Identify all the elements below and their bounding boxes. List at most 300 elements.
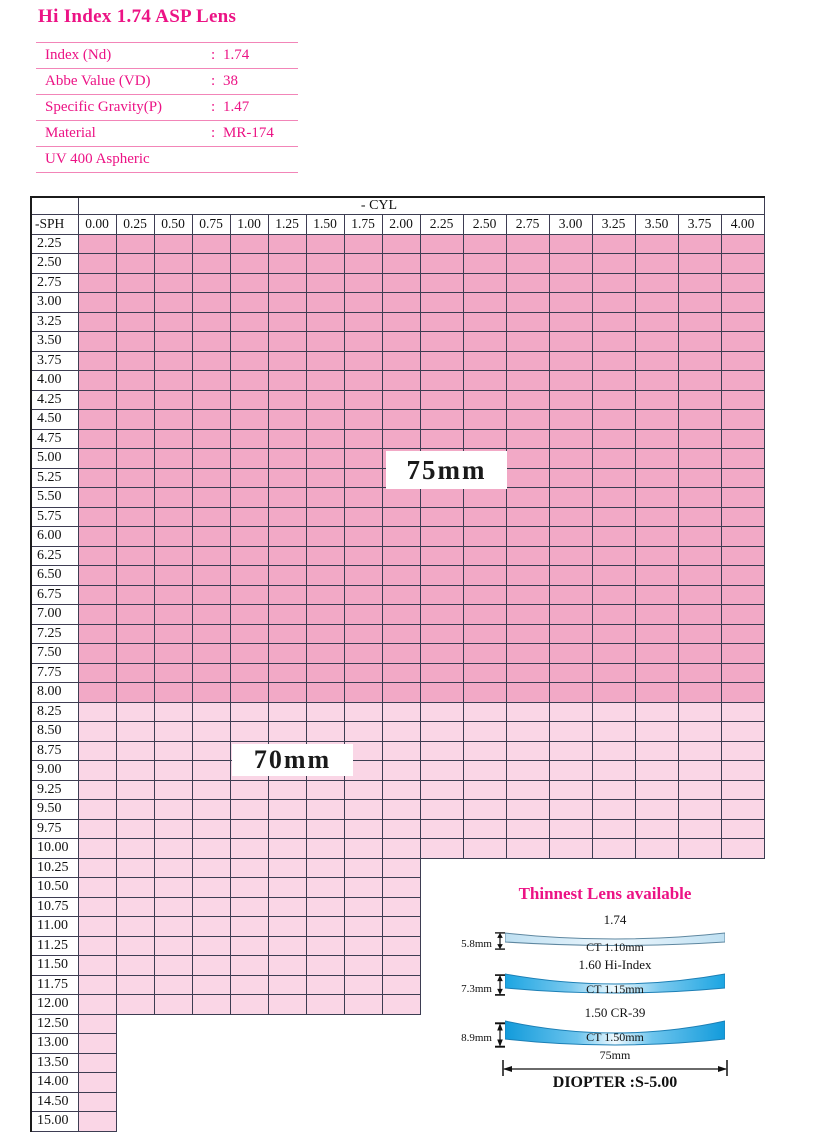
grid-cell bbox=[268, 644, 306, 664]
grid-cell bbox=[506, 410, 549, 430]
sph-row-label: 8.50 bbox=[31, 722, 78, 742]
grid-cell bbox=[116, 819, 154, 839]
grid-cell bbox=[268, 605, 306, 625]
grid-cell bbox=[344, 371, 382, 391]
grid-cell bbox=[382, 878, 420, 898]
sph-row-label: 5.25 bbox=[31, 468, 78, 488]
grid-cell bbox=[78, 897, 116, 917]
spec-label: Specific Gravity(P) bbox=[45, 99, 163, 115]
cyl-col-header: 2.00 bbox=[382, 215, 420, 235]
diameter-label: 75mm bbox=[599, 1048, 631, 1062]
spec-colon: : bbox=[211, 125, 216, 141]
grid-cell bbox=[116, 566, 154, 586]
cyl-axis-label: - CYL bbox=[78, 197, 764, 215]
sph-row-label: 10.00 bbox=[31, 839, 78, 859]
cyl-col-header: 0.25 bbox=[116, 215, 154, 235]
grid-cell bbox=[268, 624, 306, 644]
grid-cell bbox=[344, 839, 382, 859]
grid-cell bbox=[635, 312, 678, 332]
grid-cell bbox=[463, 839, 506, 859]
grid-cell bbox=[230, 351, 268, 371]
grid-cell bbox=[192, 605, 230, 625]
grid-cell bbox=[592, 663, 635, 683]
grid-cell bbox=[306, 819, 344, 839]
grid-cell bbox=[678, 254, 721, 274]
grid-cell bbox=[306, 371, 344, 391]
grid-cell bbox=[344, 449, 382, 469]
grid-cell bbox=[463, 761, 506, 781]
grid-cell bbox=[192, 839, 230, 859]
sph-row-label: 4.00 bbox=[31, 371, 78, 391]
grid-cell bbox=[549, 644, 592, 664]
grid-cell bbox=[116, 273, 154, 293]
grid-cell bbox=[192, 956, 230, 976]
grid-cell bbox=[154, 702, 192, 722]
grid-cell bbox=[635, 546, 678, 566]
grid-cell bbox=[230, 722, 268, 742]
grid-cell bbox=[116, 722, 154, 742]
grid-cell bbox=[678, 761, 721, 781]
grid-cell bbox=[721, 702, 764, 722]
grid-cell bbox=[306, 507, 344, 527]
grid-cell bbox=[306, 858, 344, 878]
grid-cell bbox=[268, 468, 306, 488]
grid-cell bbox=[192, 410, 230, 430]
grid-cell bbox=[78, 566, 116, 586]
cyl-col-header: 3.75 bbox=[678, 215, 721, 235]
grid-cell bbox=[506, 741, 549, 761]
grid-cell bbox=[592, 371, 635, 391]
grid-cell bbox=[154, 741, 192, 761]
grid-cell bbox=[78, 761, 116, 781]
grid-cell bbox=[463, 390, 506, 410]
edge-thickness-label: 5.8mm bbox=[461, 938, 492, 950]
grid-cell bbox=[549, 293, 592, 313]
sph-row-label: 13.00 bbox=[31, 1034, 78, 1054]
grid-cell bbox=[116, 878, 154, 898]
grid-cell bbox=[268, 273, 306, 293]
grid-cell bbox=[635, 507, 678, 527]
grid-cell bbox=[420, 507, 463, 527]
grid-cell bbox=[344, 936, 382, 956]
grid-cell bbox=[549, 585, 592, 605]
grid-cell bbox=[268, 956, 306, 976]
grid-cell bbox=[506, 273, 549, 293]
grid-cell bbox=[506, 488, 549, 508]
grid-cell bbox=[230, 917, 268, 937]
grid-cell bbox=[230, 234, 268, 254]
grid-cell bbox=[382, 566, 420, 586]
sph-row-label: 3.00 bbox=[31, 293, 78, 313]
grid-cell bbox=[116, 761, 154, 781]
grid-cell bbox=[635, 585, 678, 605]
grid-cell bbox=[268, 819, 306, 839]
grid-cell bbox=[116, 312, 154, 332]
grid-cell bbox=[230, 995, 268, 1015]
grid-cell bbox=[592, 761, 635, 781]
grid-cell bbox=[344, 390, 382, 410]
grid-cell bbox=[506, 332, 549, 352]
grid-cell bbox=[306, 234, 344, 254]
grid-cell bbox=[154, 468, 192, 488]
grid-cell bbox=[268, 429, 306, 449]
grid-cell bbox=[344, 800, 382, 820]
grid-cell bbox=[116, 585, 154, 605]
grid-cell bbox=[382, 390, 420, 410]
grid-cell bbox=[116, 527, 154, 547]
grid-cell bbox=[463, 780, 506, 800]
diameter-75mm-label: 75mm bbox=[386, 451, 507, 489]
grid-cell bbox=[306, 663, 344, 683]
grid-cell bbox=[344, 293, 382, 313]
grid-cell bbox=[306, 956, 344, 976]
grid-cell bbox=[268, 351, 306, 371]
grid-cell bbox=[678, 819, 721, 839]
grid-cell bbox=[549, 234, 592, 254]
grid-cell bbox=[268, 897, 306, 917]
grid-cell bbox=[721, 507, 764, 527]
grid-cell bbox=[635, 527, 678, 547]
grid-cell bbox=[306, 683, 344, 703]
center-thickness-label: CT 1.50mm bbox=[586, 1030, 644, 1044]
grid-cell bbox=[549, 722, 592, 742]
grid-cell bbox=[463, 663, 506, 683]
grid-cell bbox=[230, 956, 268, 976]
grid-cell bbox=[78, 780, 116, 800]
grid-cell bbox=[78, 546, 116, 566]
grid-cell bbox=[721, 332, 764, 352]
grid-cell bbox=[506, 351, 549, 371]
grid-cell bbox=[506, 800, 549, 820]
grid-cell bbox=[154, 234, 192, 254]
grid-cell bbox=[192, 312, 230, 332]
grid-cell bbox=[506, 722, 549, 742]
grid-cell bbox=[78, 956, 116, 976]
grid-cell bbox=[635, 429, 678, 449]
sph-row-label: 2.75 bbox=[31, 273, 78, 293]
grid-cell bbox=[382, 780, 420, 800]
grid-cell bbox=[154, 429, 192, 449]
grid-cell bbox=[344, 429, 382, 449]
grid-cell bbox=[268, 975, 306, 995]
grid-cell bbox=[592, 644, 635, 664]
sph-row-label: 11.75 bbox=[31, 975, 78, 995]
grid-cell bbox=[678, 449, 721, 469]
grid-cell bbox=[116, 956, 154, 976]
grid-cell bbox=[344, 605, 382, 625]
grid-cell bbox=[592, 332, 635, 352]
cyl-col-header: 3.50 bbox=[635, 215, 678, 235]
grid-cell bbox=[116, 488, 154, 508]
sph-row-label: 5.00 bbox=[31, 449, 78, 469]
grid-cell bbox=[116, 254, 154, 274]
grid-cell bbox=[678, 566, 721, 586]
grid-cell bbox=[116, 390, 154, 410]
vertical-arrow-icon bbox=[495, 1022, 505, 1048]
grid-cell bbox=[192, 702, 230, 722]
grid-cell bbox=[382, 624, 420, 644]
lens-index-label: 1.74 bbox=[603, 912, 627, 927]
grid-cell bbox=[192, 644, 230, 664]
grid-cell bbox=[678, 722, 721, 742]
grid-cell bbox=[506, 644, 549, 664]
grid-cell bbox=[344, 897, 382, 917]
grid-cell bbox=[306, 332, 344, 352]
grid-cell bbox=[116, 293, 154, 313]
grid-cell bbox=[344, 585, 382, 605]
grid-cell bbox=[344, 644, 382, 664]
grid-cell bbox=[154, 761, 192, 781]
grid-cell bbox=[592, 273, 635, 293]
grid-cell bbox=[78, 858, 116, 878]
grid-cell bbox=[154, 858, 192, 878]
grid-cell bbox=[420, 332, 463, 352]
grid-cell bbox=[721, 390, 764, 410]
grid-cell bbox=[268, 936, 306, 956]
grid-cell bbox=[463, 605, 506, 625]
grid-cell bbox=[344, 878, 382, 898]
spec-colon: : bbox=[211, 99, 216, 115]
grid-cell bbox=[116, 683, 154, 703]
grid-cell bbox=[230, 683, 268, 703]
grid-cell bbox=[116, 741, 154, 761]
sph-row-label: 9.25 bbox=[31, 780, 78, 800]
grid-cell bbox=[230, 273, 268, 293]
diopter-label: DIOPTER :S-5.00 bbox=[552, 1074, 678, 1091]
grid-cell bbox=[306, 585, 344, 605]
grid-cell bbox=[306, 566, 344, 586]
grid-cell bbox=[592, 527, 635, 547]
grid-cell bbox=[78, 527, 116, 547]
grid-cell bbox=[306, 429, 344, 449]
grid-cell bbox=[635, 741, 678, 761]
grid-cell bbox=[344, 858, 382, 878]
grid-cell bbox=[78, 995, 116, 1015]
grid-cell bbox=[382, 839, 420, 859]
grid-cell bbox=[268, 780, 306, 800]
grid-cell bbox=[463, 312, 506, 332]
grid-cell bbox=[116, 468, 154, 488]
grid-cell bbox=[549, 839, 592, 859]
grid-cell bbox=[344, 527, 382, 547]
sph-row-label: 7.75 bbox=[31, 663, 78, 683]
grid-cell bbox=[306, 936, 344, 956]
grid-cell bbox=[230, 546, 268, 566]
grid-cell bbox=[382, 858, 420, 878]
cyl-col-header: 0.50 bbox=[154, 215, 192, 235]
cyl-col-header: 0.00 bbox=[78, 215, 116, 235]
grid-cell bbox=[678, 351, 721, 371]
grid-cell bbox=[344, 566, 382, 586]
grid-cell bbox=[154, 605, 192, 625]
grid-cell bbox=[420, 624, 463, 644]
grid-cell bbox=[268, 488, 306, 508]
sph-row-label: 4.75 bbox=[31, 429, 78, 449]
grid-cell bbox=[635, 332, 678, 352]
grid-cell bbox=[592, 800, 635, 820]
grid-cell bbox=[635, 605, 678, 625]
grid-cell bbox=[268, 254, 306, 274]
grid-cell bbox=[678, 332, 721, 352]
grid-cell bbox=[721, 644, 764, 664]
grid-cell bbox=[154, 819, 192, 839]
grid-cell bbox=[344, 683, 382, 703]
grid-cell bbox=[116, 624, 154, 644]
grid-cell bbox=[78, 254, 116, 274]
thinnest-lens-diagram bbox=[450, 884, 828, 1132]
grid-cell bbox=[154, 800, 192, 820]
grid-cell bbox=[116, 546, 154, 566]
grid-cell bbox=[549, 312, 592, 332]
grid-cell bbox=[344, 273, 382, 293]
grid-cell bbox=[506, 819, 549, 839]
grid-cell bbox=[192, 819, 230, 839]
grid-cell bbox=[463, 585, 506, 605]
sph-row-label: 7.00 bbox=[31, 605, 78, 625]
grid-cell bbox=[592, 605, 635, 625]
spec-colon: : bbox=[211, 47, 216, 63]
grid-cell bbox=[592, 839, 635, 859]
grid-cell bbox=[154, 878, 192, 898]
grid-cell bbox=[463, 566, 506, 586]
grid-cell bbox=[635, 702, 678, 722]
grid-cell bbox=[678, 741, 721, 761]
grid-cell bbox=[721, 722, 764, 742]
grid-cell bbox=[192, 449, 230, 469]
page-title: Hi Index 1.74 ASP Lens bbox=[38, 6, 237, 27]
grid-cell bbox=[344, 975, 382, 995]
grid-cell bbox=[230, 293, 268, 313]
cyl-col-header: 3.00 bbox=[549, 215, 592, 235]
diagram-title: Thinnest Lens available bbox=[518, 884, 692, 903]
sph-row-label: 12.00 bbox=[31, 995, 78, 1015]
cyl-col-header: 1.50 bbox=[306, 215, 344, 235]
grid-cell bbox=[592, 488, 635, 508]
grid-cell bbox=[592, 312, 635, 332]
grid-cell bbox=[78, 839, 116, 859]
grid-cell bbox=[635, 722, 678, 742]
grid-cell bbox=[230, 800, 268, 820]
grid-cell bbox=[420, 644, 463, 664]
grid-cell bbox=[192, 761, 230, 781]
grid-cell bbox=[506, 761, 549, 781]
cyl-col-header: 1.00 bbox=[230, 215, 268, 235]
sph-row-label: 8.75 bbox=[31, 741, 78, 761]
grid-cell bbox=[306, 780, 344, 800]
sph-row-label: 10.75 bbox=[31, 897, 78, 917]
grid-cell bbox=[382, 800, 420, 820]
grid-cell bbox=[549, 351, 592, 371]
grid-cell bbox=[721, 254, 764, 274]
grid-cell bbox=[192, 488, 230, 508]
grid-cell bbox=[678, 507, 721, 527]
grid-cell bbox=[721, 585, 764, 605]
vertical-arrow-icon bbox=[495, 932, 505, 950]
grid-cell bbox=[382, 546, 420, 566]
vertical-arrow-icon bbox=[495, 974, 505, 996]
grid-cell bbox=[78, 722, 116, 742]
grid-cell bbox=[463, 722, 506, 742]
sph-row-label: 3.25 bbox=[31, 312, 78, 332]
grid-cell bbox=[268, 507, 306, 527]
grid-cell bbox=[592, 234, 635, 254]
grid-cell bbox=[78, 293, 116, 313]
grid-cell bbox=[549, 507, 592, 527]
grid-cell bbox=[721, 566, 764, 586]
grid-cell bbox=[420, 273, 463, 293]
grid-cell bbox=[192, 800, 230, 820]
grid-cell bbox=[230, 878, 268, 898]
grid-cell bbox=[306, 995, 344, 1015]
grid-cell bbox=[635, 390, 678, 410]
grid-cell bbox=[678, 644, 721, 664]
grid-cell bbox=[306, 644, 344, 664]
grid-cell bbox=[192, 546, 230, 566]
grid-cell bbox=[382, 507, 420, 527]
grid-cell bbox=[154, 624, 192, 644]
grid-cell bbox=[230, 936, 268, 956]
grid-cell bbox=[230, 663, 268, 683]
grid-cell bbox=[506, 702, 549, 722]
grid-cell bbox=[154, 410, 192, 430]
grid-cell bbox=[420, 429, 463, 449]
grid-cell bbox=[78, 351, 116, 371]
grid-cell bbox=[192, 858, 230, 878]
sph-row-label: 7.25 bbox=[31, 624, 78, 644]
grid-cell bbox=[154, 332, 192, 352]
grid-cell bbox=[344, 332, 382, 352]
grid-cell bbox=[344, 254, 382, 274]
grid-cell bbox=[592, 741, 635, 761]
grid-cell bbox=[78, 644, 116, 664]
grid-cell bbox=[192, 429, 230, 449]
grid-cell bbox=[306, 878, 344, 898]
grid-cell bbox=[154, 371, 192, 391]
grid-cell bbox=[592, 507, 635, 527]
grid-cell bbox=[592, 702, 635, 722]
grid-cell bbox=[154, 390, 192, 410]
grid-cell bbox=[463, 488, 506, 508]
sph-row-label: 6.50 bbox=[31, 566, 78, 586]
grid-cell bbox=[306, 468, 344, 488]
grid-cell bbox=[420, 312, 463, 332]
grid-cell bbox=[344, 488, 382, 508]
grid-cell bbox=[592, 468, 635, 488]
grid-cell bbox=[154, 449, 192, 469]
sph-row-label: 8.00 bbox=[31, 683, 78, 703]
grid-cell bbox=[78, 488, 116, 508]
grid-cell bbox=[192, 663, 230, 683]
grid-cell bbox=[78, 273, 116, 293]
grid-cell bbox=[506, 546, 549, 566]
sph-row-label: 6.00 bbox=[31, 527, 78, 547]
grid-cell bbox=[78, 1092, 116, 1112]
grid-cell bbox=[268, 410, 306, 430]
grid-cell bbox=[721, 546, 764, 566]
grid-cell bbox=[116, 449, 154, 469]
grid-cell bbox=[635, 254, 678, 274]
grid-cell bbox=[192, 624, 230, 644]
grid-cell bbox=[230, 605, 268, 625]
grid-cell bbox=[721, 468, 764, 488]
grid-cell bbox=[506, 605, 549, 625]
grid-cell bbox=[116, 839, 154, 859]
grid-cell bbox=[382, 527, 420, 547]
grid-cell bbox=[549, 254, 592, 274]
grid-cell bbox=[549, 683, 592, 703]
grid-cell bbox=[306, 293, 344, 313]
grid-cell bbox=[635, 293, 678, 313]
